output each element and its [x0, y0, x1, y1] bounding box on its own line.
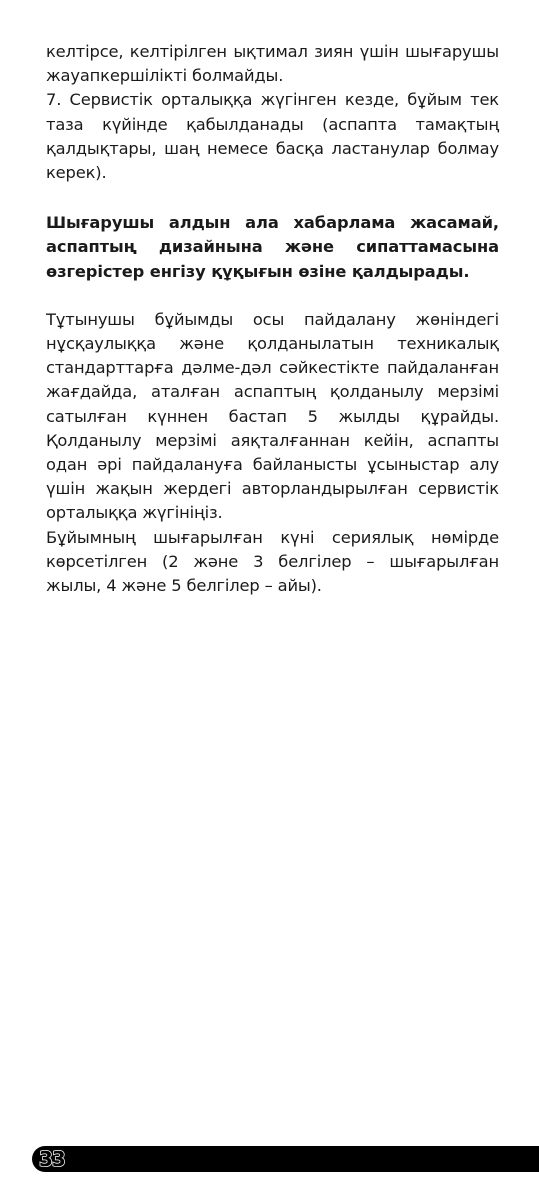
page-content	[46, 40, 499, 598]
paragraph-service-life: Тұтынушы бұйымды осы пайдалану жөніндегі нұсқаулыққа және қолданылатын техникалық стандарттарға дәлме-дәл сәйкестікте пайдаланған жағдайда, аталған аспаптың қолданылу мерзімі сатылған күннен бастап 5 жылды құрайды. Қолданылу мерзімі аяқталғаннан кейін, аспапты одан әрі пайдалануға байланысты ұсыныстар алу үшін жақын жердегі авторландырылған сервистік орталыққа жүгініңіз.	[46, 309, 499, 523]
paragraph-production-date: Бұйымның шығарылған күні сериялық нөмірде көрсетілген (2 және 3 белгілер – шығарылған жылы, 4 және 5 белгілер – айы).	[46, 527, 499, 596]
paragraph-liability-end: келтірсе, келтірілген ықтимал зиян үшін шығарушы жауапкершілікті болмайды.	[46, 42, 499, 86]
footer-bar	[32, 1146, 539, 1172]
spacer	[46, 185, 499, 211]
paragraph-manufacturer-notice: Шығарушы алдын ала хабарлама жасамай, аспаптың дизайнына және сипаттамасына өзгерістер енгізу құқығын өзіне қалдырады.	[46, 213, 499, 281]
paragraph-service-condition: 7. Сервистік орталыққа жүгінген кезде, бұйым тек таза күйінде қабылданады (аспапта тамақтың қалдықтары, шаң немесе басқа ластанулар болмау керек).	[46, 90, 499, 183]
spacer	[46, 284, 499, 308]
page-number: 33	[39, 1147, 65, 1171]
